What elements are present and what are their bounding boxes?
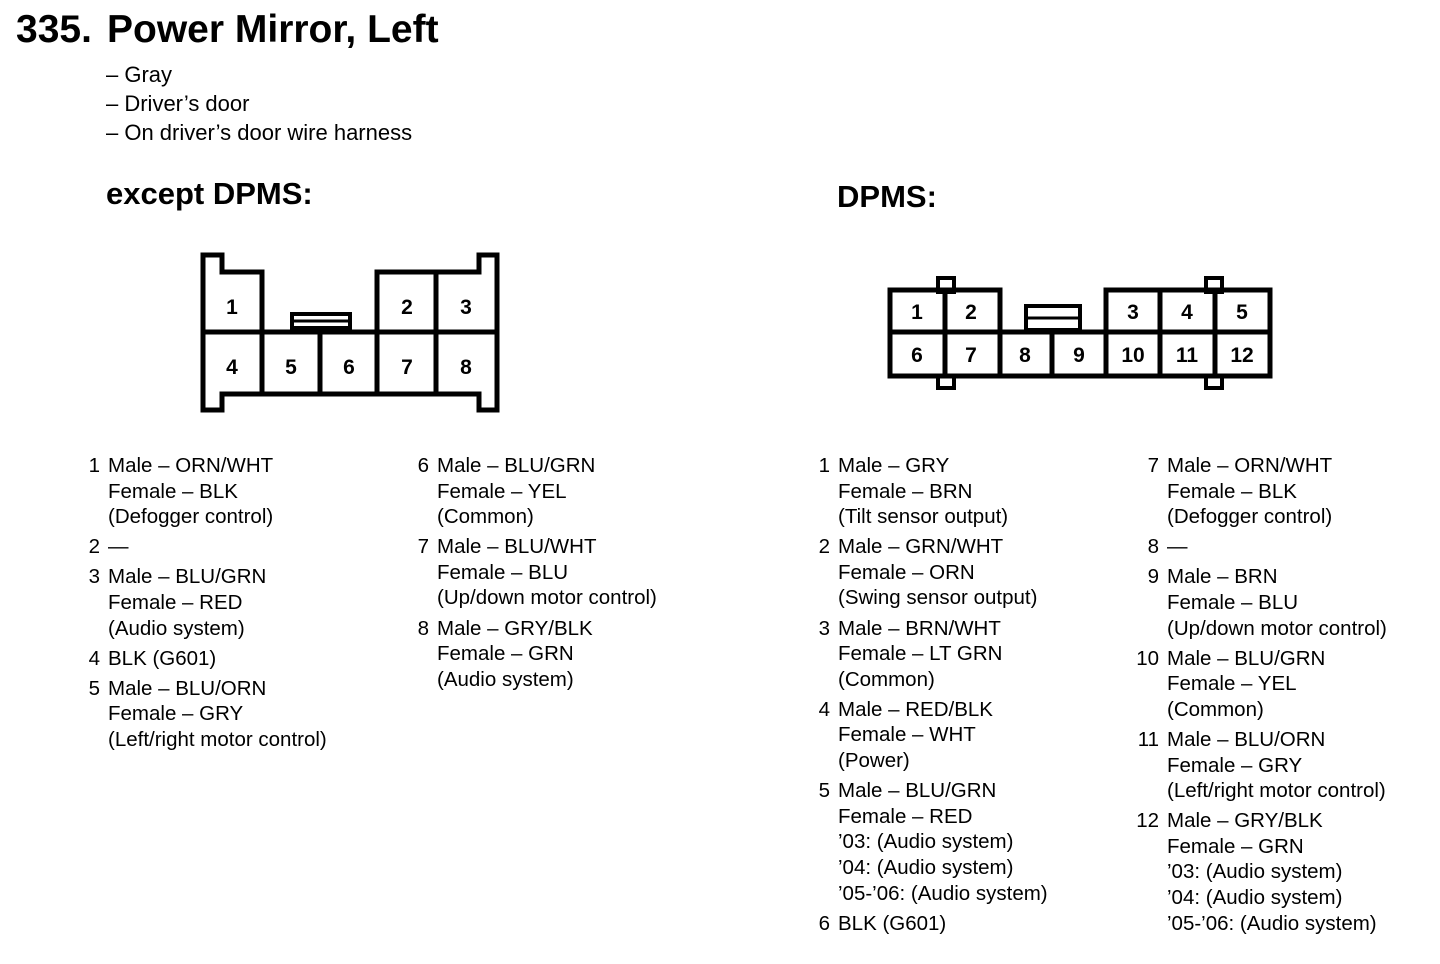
pin-description-line: (Defogger control)	[1167, 505, 1333, 529]
pin-number: 10	[1136, 646, 1159, 670]
pin-description-line: Male – BLU/GRN	[1167, 646, 1326, 670]
detail-color: – Gray	[106, 62, 173, 87]
pin-description-line: Male – BLU/GRN	[108, 565, 267, 589]
pin-description-line: Female – GRN	[1167, 834, 1304, 858]
pin-entry	[84, 676, 327, 753]
pin-description-line: (Defogger control)	[108, 505, 274, 529]
pin-entry	[1143, 564, 1387, 641]
c12-pin-4: 4	[1181, 301, 1193, 324]
pin-description-line: Female – BLU	[437, 560, 569, 584]
c12-pin-1: 1	[911, 301, 923, 324]
pin-description-line: Male – BLU/ORN	[1167, 727, 1326, 751]
pin-description-line: Female – LT GRN	[838, 642, 1003, 666]
pin-description-line: Female – GRY	[1167, 753, 1303, 777]
pin-description-line: Male – GRY/BLK	[1167, 809, 1323, 833]
pin-number: 1	[88, 454, 100, 477]
pin-entry	[814, 453, 1048, 530]
pin-entry	[814, 616, 1048, 693]
pin-entry	[84, 646, 327, 672]
pin-number: 7	[417, 535, 429, 559]
pin-description-line: (Audio system)	[108, 616, 245, 640]
pin-entry	[814, 534, 1048, 611]
pin-number: 7	[1147, 454, 1159, 477]
pin-description-line: Female – BRN	[838, 479, 973, 503]
pin-number: 9	[1147, 565, 1159, 589]
pin-entry	[1143, 534, 1387, 560]
pin-list-except-dpms-col2	[413, 453, 657, 697]
heading-dpms: DPMS:	[837, 179, 937, 214]
pin-number: 6	[818, 911, 830, 935]
pin-description-line: Female – WHT	[838, 723, 976, 747]
pin-description-line: ’03: (Audio system)	[838, 830, 1014, 854]
c12-pin-9: 9	[1073, 344, 1085, 367]
heading-except-dpms: except DPMS:	[106, 176, 313, 211]
pin-description-line: (Up/down motor control)	[437, 586, 657, 610]
pin-number: 2	[88, 535, 100, 559]
pin-number: 5	[818, 779, 830, 803]
pin-description-line: Male – RED/BLK	[838, 697, 993, 721]
c12-pin-8: 8	[1019, 344, 1031, 367]
pin-entry	[1136, 646, 1387, 723]
pin-description-line: —	[108, 535, 129, 559]
pin-number: 2	[818, 535, 830, 559]
connector-12pin	[890, 278, 1270, 388]
pin-entry	[84, 534, 327, 560]
pin-description-line: Male – ORN/WHT	[1167, 454, 1333, 477]
pin-list-dpms-col1	[814, 453, 1048, 941]
pin-number: 5	[88, 676, 100, 700]
pin-number: 3	[818, 616, 830, 640]
pin-description-line: (Left/right motor control)	[1167, 779, 1386, 803]
pin-description-line: Male – BLU/ORN	[108, 676, 267, 700]
pin-entry	[1137, 727, 1387, 804]
pin-description-line: Male – GRY	[838, 454, 950, 477]
pin-description-line: BLK (G601)	[838, 911, 947, 935]
pin-description-line: Male – BRN/WHT	[838, 616, 1001, 640]
pin-description-line: (Up/down motor control)	[1167, 616, 1387, 640]
pin-description-line: Female – GRY	[108, 702, 244, 726]
pin-description-line: Female – ORN	[838, 560, 975, 584]
pin-description-line: Male – BLU/GRN	[838, 779, 997, 803]
pin-description-line: (Common)	[1167, 697, 1264, 721]
pin-entry	[413, 616, 657, 693]
pin-description-line: BLK (G601)	[108, 646, 217, 670]
pin-description-line: (Common)	[437, 505, 534, 529]
pin-list-dpms-col2	[1136, 453, 1387, 941]
pin-number: 3	[88, 565, 100, 589]
pin-entry	[413, 453, 657, 530]
pin-description-line: Female – RED	[838, 804, 973, 828]
pin-description-line: Female – BLK	[108, 479, 238, 503]
c8-pin-7: 7	[401, 356, 413, 379]
c8-pin-2: 2	[401, 296, 413, 319]
pin-entry	[814, 778, 1048, 906]
pin-description-line: Female – BLU	[1167, 590, 1299, 614]
pin-number: 4	[818, 697, 830, 721]
pin-description-line: (Tilt sensor output)	[838, 505, 1009, 529]
pin-description-line: Male – GRN/WHT	[838, 535, 1004, 559]
pin-entry	[1136, 808, 1387, 936]
c8-pin-8: 8	[460, 356, 472, 379]
c12-pin-6: 6	[911, 344, 923, 367]
pin-entry	[84, 453, 327, 530]
pin-number: 4	[88, 646, 100, 670]
pin-entry	[814, 911, 1048, 937]
pin-description-line: Female – RED	[108, 590, 243, 614]
pin-description-line: Male – ORN/WHT	[108, 454, 274, 477]
c12-pin-10: 10	[1121, 344, 1145, 367]
detail-harness: – On driver’s door wire harness	[106, 120, 413, 145]
pin-description-line: Male – GRY/BLK	[437, 616, 593, 640]
pin-number: 1	[818, 454, 830, 477]
pin-description-line: Female – BLK	[1167, 479, 1297, 503]
pin-description-line: ’03: (Audio system)	[1167, 860, 1343, 884]
pin-number: 11	[1137, 727, 1159, 751]
pin-description-line: (Audio system)	[437, 667, 574, 691]
c12-pin-7: 7	[965, 344, 977, 367]
title-text: Power Mirror, Left	[107, 8, 439, 51]
pin-description-line: ’05-’06: (Audio system)	[838, 881, 1048, 905]
title-number: 335.	[16, 8, 92, 51]
pin-description-line: ’04: (Audio system)	[1167, 886, 1343, 909]
pin-number: 8	[417, 616, 429, 640]
c8-pin-5: 5	[285, 356, 297, 379]
pin-description-line: (Swing sensor output)	[838, 586, 1038, 610]
pin-number: 8	[1147, 535, 1159, 559]
pin-description-line: (Power)	[838, 749, 910, 773]
pin-entry	[84, 564, 327, 641]
pin-description-line: Male – BLU/WHT	[437, 535, 597, 559]
pin-description-line: —	[1167, 535, 1188, 559]
c8-pin-4: 4	[226, 356, 238, 379]
c12-pin-5: 5	[1236, 301, 1248, 324]
connector-8pin	[203, 255, 497, 410]
pin-description-line: Female – GRN	[437, 642, 574, 666]
c12-pin-3: 3	[1127, 301, 1139, 324]
pin-description-line: ’04: (Audio system)	[838, 855, 1014, 879]
c8-pin-6: 6	[343, 356, 355, 379]
c12-pin-2: 2	[965, 301, 977, 324]
pin-entry	[1143, 453, 1387, 530]
pin-entry	[413, 534, 657, 611]
pin-description-line: (Common)	[838, 667, 935, 691]
pin-number: 12	[1136, 809, 1159, 833]
c8-pin-1: 1	[226, 296, 238, 319]
c12-pin-12: 12	[1230, 344, 1254, 367]
pin-description-line: Female – YEL	[437, 479, 567, 503]
pin-list-except-dpms-col1	[84, 453, 327, 757]
pin-description-line: ’05-’06: (Audio system)	[1167, 911, 1377, 935]
pin-description-line: Female – YEL	[1167, 672, 1297, 696]
pin-description-line: (Left/right motor control)	[108, 727, 327, 751]
pin-entry	[814, 697, 1048, 774]
c8-pin-3: 3	[460, 296, 472, 319]
c12-pin-11: 11	[1175, 344, 1199, 367]
pin-number: 6	[417, 454, 429, 477]
detail-location: – Driver’s door	[106, 91, 250, 116]
pin-description-line: Male – BRN	[1167, 565, 1278, 589]
pin-description-line: Male – BLU/GRN	[437, 454, 596, 477]
